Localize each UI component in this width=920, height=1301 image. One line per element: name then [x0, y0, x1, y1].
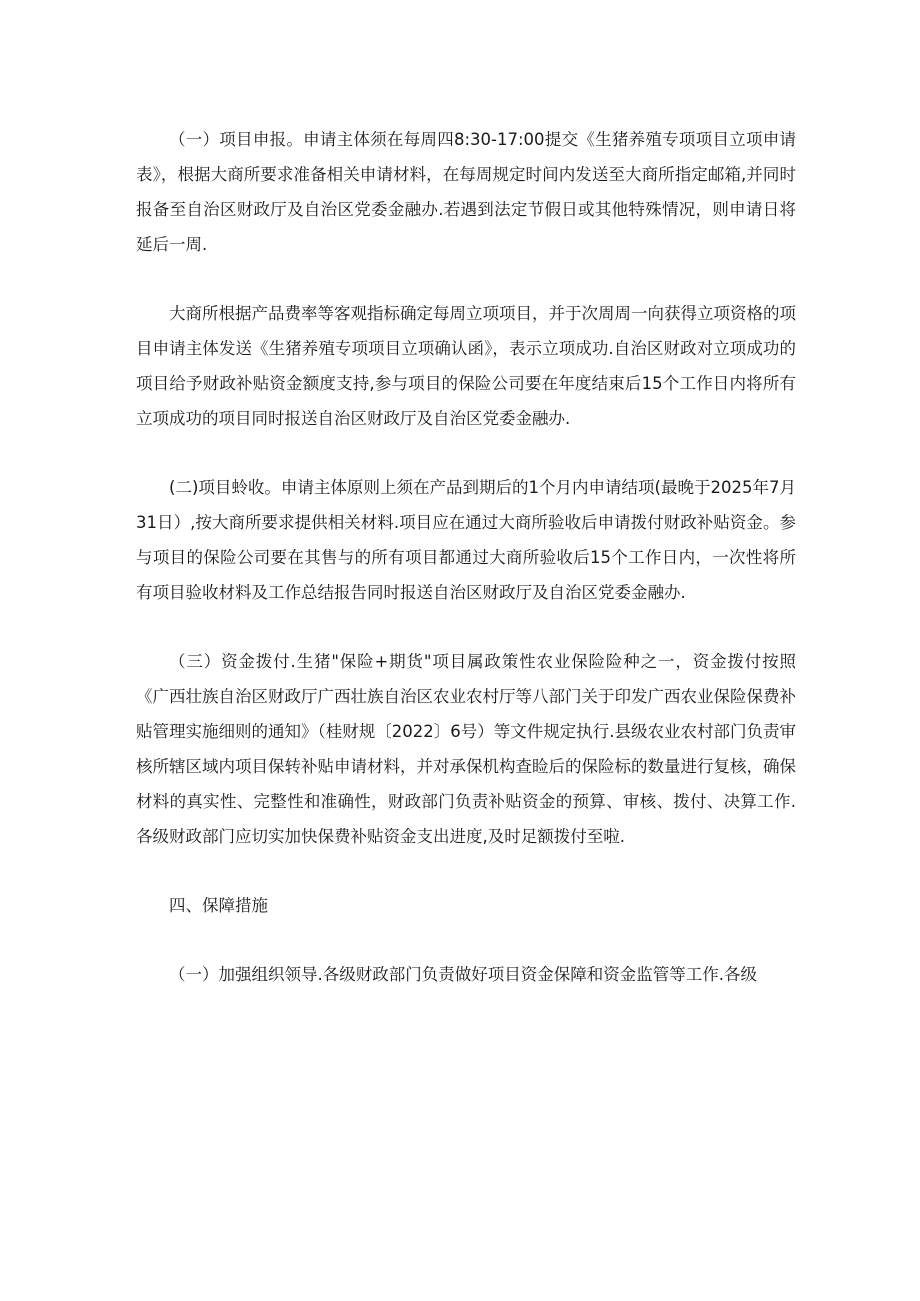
- section-heading-safeguards: 四、保障措施: [169, 896, 268, 915]
- paragraph-project-approval: 大商所根据产品费率等客观指标确定每周立项项目，并于次周周一向获得立项资格的项目申请主体发送《生猪养殖专项项目立项确认函》，表示立项成功.自治区财政对立项成功的项目给予财政补贴资金额度支持,参与项目的保险公司要在年度结束后15个工作日内将所有立项成功的项目同时报送自治区财政厅及自治区党委金融办.: [136, 304, 796, 428]
- paragraph-project-acceptance: (二)项目蛉收。申请主体原则上须在产品到期后的1个月内申请结项(最晚于2025年7月31日）,按大商所要求提供相关材料.项目应在通过大商所验收后申请拨付财政补贴资金。参与项目的保险公司要在其售与的所有项目都通过大商所验收后15个工作日内，一次性将所有项目验收材料及工作总结报告同时报送自治区财政厅及自治区党委金融办.: [136, 478, 796, 602]
- document-body: [136, 122, 796, 1026]
- paragraph-fund-disbursement: （三）资金拨付.生猪"保险+期货"项目属政策性农业保险险种之一，资金拨付按照《广西壮族自治区财政厅广西壮族自治区农业农村厅等八部门关于印发广西农业保险保费补贴管理实施细则的通知》（桂财规〔2022〕6号）等文件规定执行.县级农业农村部门负责审核所辖区域内项目保转补贴申请材料，并对承保机构查睑后的保险标的数量进行复核，确保材料的真实性、完整性和准确性，财政部门负责补贴资金的预算、审核、拨付、决算工作.各级财政部门应切实加快保费补贴资金支出进度,及时足额拨付至啦.: [136, 652, 796, 846]
- paragraph-organization-leadership: （一）加强组织领导.各级财政部门负责做好项目资金保障和资金监管等工作.各级: [169, 965, 757, 984]
- paragraph-project-application: （一）项目申报。申请主体须在每周四8:30-17:00提交《生猪养殖专项项目立项申请表》，根据大商所要求准备相关申请材料，在每周规定时间内发送至大商所指定邮箱,并同时报备至自治区财政厅及自治区党委金融办.若遇到法定节假日或其他特殊情况，则申请日将延后一周.: [136, 130, 796, 254]
